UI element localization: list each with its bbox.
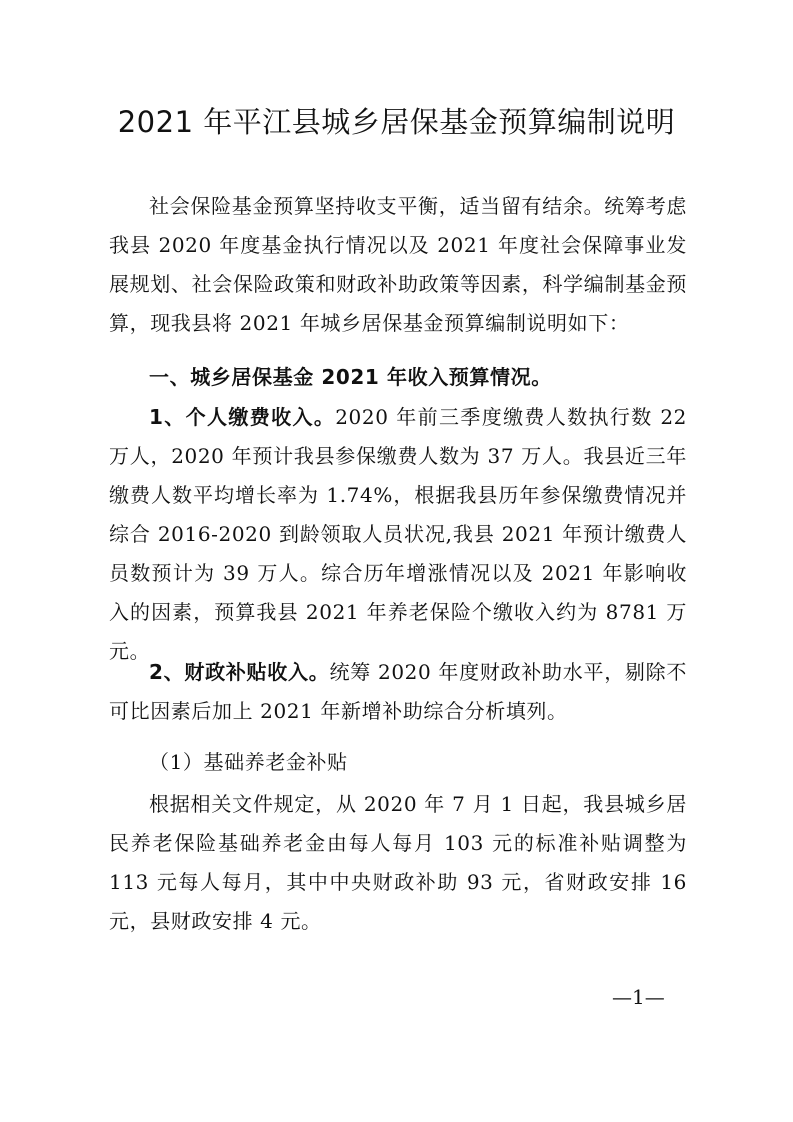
- document-body: [109, 187, 687, 343]
- section1-heading: 一、城乡居保基金 2021 年收入预算情况。: [149, 365, 552, 389]
- item1-lead: 1、个人缴费收入。: [149, 405, 336, 429]
- intro-paragraph: 社会保险基金预算坚持收支平衡，适当留有结余。统筹考虑我县 2020 年度基金执行情况以及 2021 年度社会保障事业发展规划、社会保险政策和财政补助政策等因素，科学编制基金预算，现我县将 2021 年城乡居保基金预算编制说明如下：: [109, 194, 687, 335]
- item1-block: [109, 398, 687, 671]
- item2-block: [109, 653, 687, 731]
- sub1-heading-block: [109, 743, 687, 782]
- item2-paragraph: [109, 653, 687, 731]
- document-title: 2021 年平江县城乡居保基金预算编制说明: [117, 105, 676, 139]
- item2-body: 统筹 2020 年度财政补助水平，剔除不可比因素后加上 2021 年新增补助综合分析填列。: [109, 660, 687, 723]
- item1-paragraph: [109, 398, 687, 671]
- sub1-heading: （1）基础养老金补贴: [149, 750, 348, 774]
- section1-heading-block: [109, 358, 687, 397]
- sub1-paragraph: 根据相关文件规定，从 2020 年 7 月 1 日起，我县城乡居民养老保险基础养老金由每人每月 103 元的标准补贴调整为 113 元每人每月，其中中央财政补助 93 元，省财政安排 16 元，县财政安排 4 元。: [109, 792, 687, 933]
- sub1-block: [109, 785, 687, 941]
- page-number: —1—: [612, 985, 665, 1009]
- item2-lead: 2、财政补贴收入。: [149, 660, 330, 684]
- item1-body: 2020 年前三季度缴费人数执行数 22 万人，2020 年预计我县参保缴费人数为 37 万人。我县近三年缴费人数平均增长率为 1.74%，根据我县历年参保缴费情况并综合 2016-2020 到龄领取人员状况,我县 2021 年预计缴费人员数预计为 39 万人。综合历年增涨情况以及 2021 年影响收入的因素，预算我县 2021 年养老保险个缴收入约为 8781 万元。: [109, 405, 687, 663]
